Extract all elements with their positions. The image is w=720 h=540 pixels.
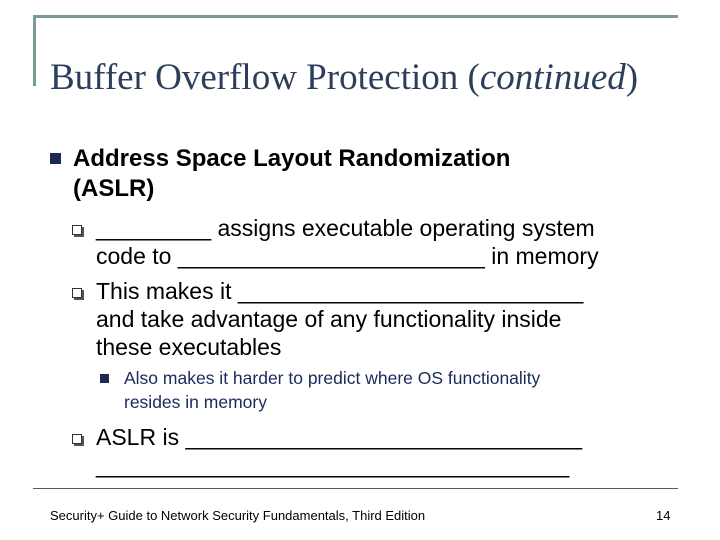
slide-title bbox=[50, 56, 638, 99]
bullet-level1-line1: Address Space Layout Randomization bbox=[73, 145, 511, 172]
bullet-level1-line2: (ASLR) bbox=[73, 175, 155, 202]
bullet-level2-3-line1: ASLR is _______________________________ bbox=[96, 424, 583, 450]
frame-vertical-rule bbox=[33, 15, 36, 86]
hollow-square-bullet-icon bbox=[72, 225, 82, 235]
footer-source: Security+ Guide to Network Security Fundamentals, Third Edition bbox=[50, 508, 426, 523]
title-main: Buffer Overflow Protection bbox=[50, 57, 468, 98]
bullet-level2-1-line1: _________ assigns executable operating system bbox=[96, 215, 595, 241]
footer-rule bbox=[33, 488, 678, 489]
bullet-level2-2-line2: and take advantage of any functionality inside bbox=[96, 306, 562, 332]
title-italic: continued bbox=[479, 57, 626, 98]
hollow-square-bullet-icon bbox=[72, 434, 82, 444]
title-paren-close: ) bbox=[625, 57, 639, 98]
page-number: 14 bbox=[656, 508, 671, 523]
frame-horizontal-rule bbox=[33, 15, 678, 18]
square-bullet-icon bbox=[100, 374, 109, 383]
bullet-level2-1-line2: code to ________________________ in memory bbox=[96, 243, 599, 269]
bullet-level3-line1: Also makes it harder to predict where OS functionality bbox=[124, 368, 541, 388]
bullet-level2-2-line1: This makes it ___________________________ bbox=[96, 278, 584, 304]
bullet-level2-3-line2: _____________________________________ bbox=[96, 452, 570, 478]
hollow-square-bullet-icon bbox=[72, 288, 82, 298]
square-bullet-icon bbox=[50, 153, 61, 164]
bullet-level3-line2: resides in memory bbox=[124, 392, 267, 412]
bullet-level2-2-line3: these executables bbox=[96, 334, 282, 360]
title-paren-open: ( bbox=[467, 57, 480, 98]
